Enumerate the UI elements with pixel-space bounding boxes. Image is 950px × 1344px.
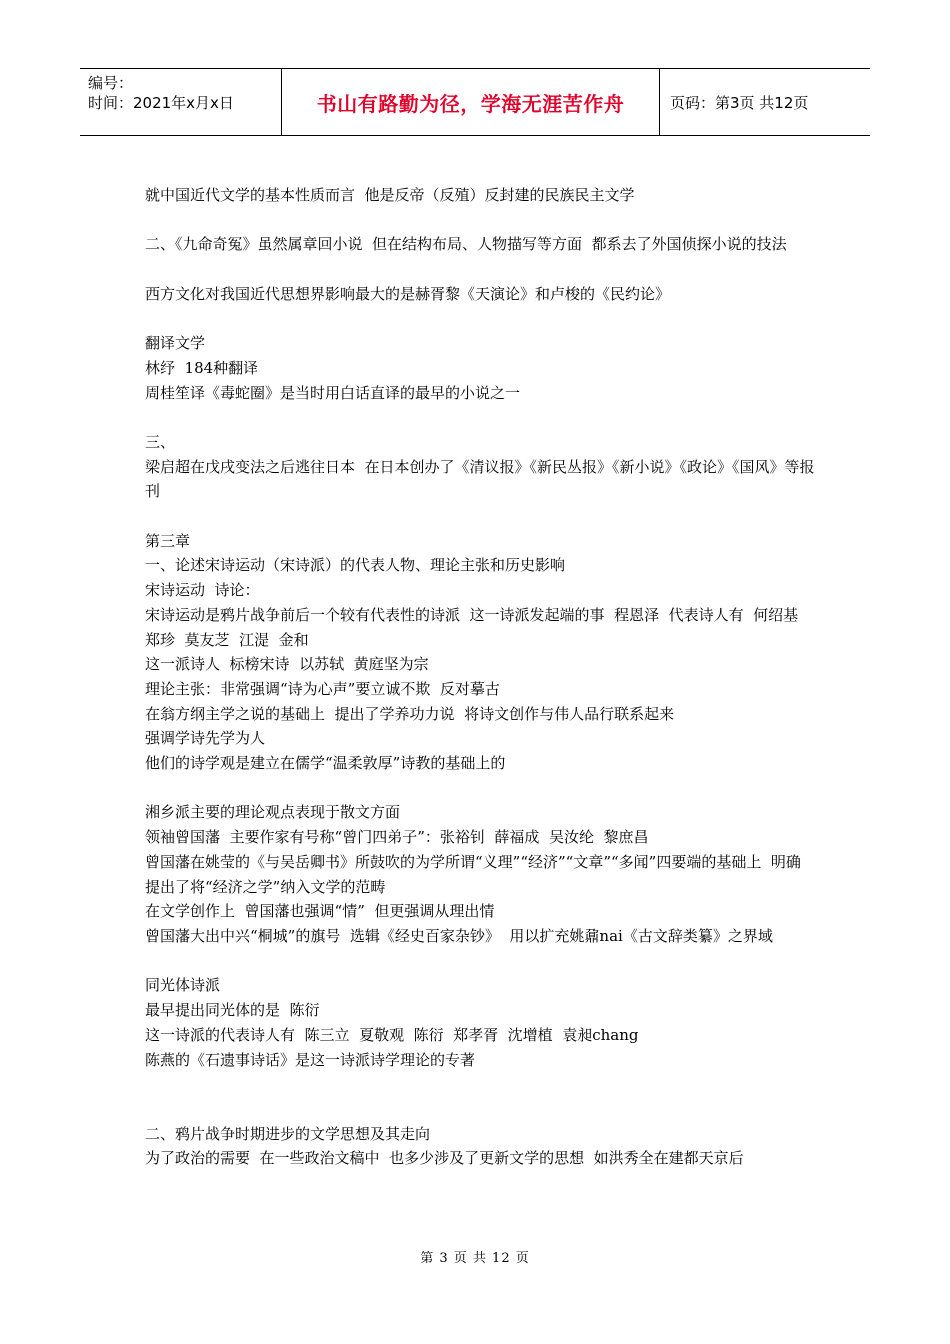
paragraph: 最早提出同光体的是 陈衍: [145, 1001, 320, 1020]
header-motto: 书山有路勤为径，学海无涯苦作舟: [282, 69, 660, 135]
paragraph: 理论主张：非常强调“诗为心声”要立诚不欺 反对摹古: [145, 679, 500, 698]
paragraph: 为了政治的需要 在一些政治文稿中 也多少涉及了更新文学的思想 如洪秀全在建都天京后: [145, 1149, 744, 1168]
paragraph: 就中国近代文学的基本性质而言 他是反帝（反殖）反封建的民族民主文学: [145, 186, 635, 204]
paragraph: 林纾 184种翻译: [145, 358, 259, 377]
section-heading: 二、鸦片战争时期进步的文学思想及其走向: [145, 1124, 431, 1143]
paragraph: 周桂笙译《毒蛇圈》是当时用白话直译的最早的小说之一: [145, 383, 521, 402]
header-meta-cell: [80, 69, 282, 135]
paragraph: 曾国藩在姚莹的《与吴岳卿书》所鼓吹的为学所谓“义理”“经济”“文章”“多闻”四要端的基础上 明确提出了将“经济之学”纳入文学的范畴: [145, 852, 801, 896]
paragraph: 这一诗派的代表诗人有 陈三立 夏敬观 陈衍 郑孝胥 沈增植 袁昶chang: [145, 1025, 639, 1044]
paragraph: 宋诗运动 诗论：: [145, 581, 260, 600]
paragraph: 他们的诗学观是建立在儒学“温柔敦厚”诗教的基础上的: [145, 754, 506, 773]
paragraph: 强调学诗先学为人: [145, 729, 266, 748]
document-number-label: 编号：: [88, 74, 134, 92]
paragraph: 湘乡派主要的理论观点表现于散文方面: [145, 803, 401, 822]
paragraph: 曾国藩大出中兴“桐城”的旗号 选辑《经史百家杂钞》 用以扩充姚鼐nai《古文辞类纂》之界域: [145, 927, 773, 945]
paragraph: 在翁方纲主学之说的基础上 提出了学养功力说 将诗文创作与伟人品行联系起来: [145, 704, 675, 723]
section-heading: 一、论述宋诗运动（宋诗派）的代表人物、理论主张和历史影响: [145, 556, 566, 575]
paragraph: 西方文化对我国近代思想界影响最大的是赫胥黎《天演论》和卢梭的《民约论》: [145, 284, 671, 303]
section-heading: 翻译文学: [145, 334, 206, 353]
document-body: [145, 183, 815, 1171]
chapter-heading: 第三章: [145, 531, 191, 550]
paragraph: 在文学创作上 曾国藩也强调“情” 但更强调从理出情: [145, 902, 495, 921]
section-heading: 同光体诗派: [145, 976, 221, 995]
paragraph: 陈燕的《石遗事诗话》是这一诗派诗学理论的专著: [145, 1050, 476, 1069]
paragraph: 这一派诗人 标榜宋诗 以苏轼 黄庭坚为宗: [145, 655, 429, 674]
paragraph: 领袖曾国藩 主要作家有号称“曾门四弟子”：张裕钊 薛福成 吴汝纶 黎庶昌: [145, 828, 649, 847]
section-heading: 三、: [145, 432, 176, 451]
paragraph: 梁启超在戊戌变法之后逃往日本 在日本创办了《清议报》《新民丛报》《新小说》《政论》《国风》等报刊: [145, 457, 815, 501]
header-page-info: 页码：第3页 共12页: [670, 93, 809, 112]
paragraph: 宋诗运动是鸦片战争前后一个较有代表性的诗派 这一诗派发起端的事 程恩泽 代表诗人有 何绍基 郑珍 莫友芝 江湜 金和: [145, 605, 808, 649]
document-time-label: 时间：2021年x月x日: [88, 94, 234, 112]
paragraph: 二、《九命奇冤》虽然属章回小说 但在结构布局、人物描写等方面 都系去了外国侦探小说的技法: [145, 235, 787, 254]
page-footer: 第 3 页 共 12 页: [420, 1251, 530, 1266]
page-header: [80, 68, 870, 136]
